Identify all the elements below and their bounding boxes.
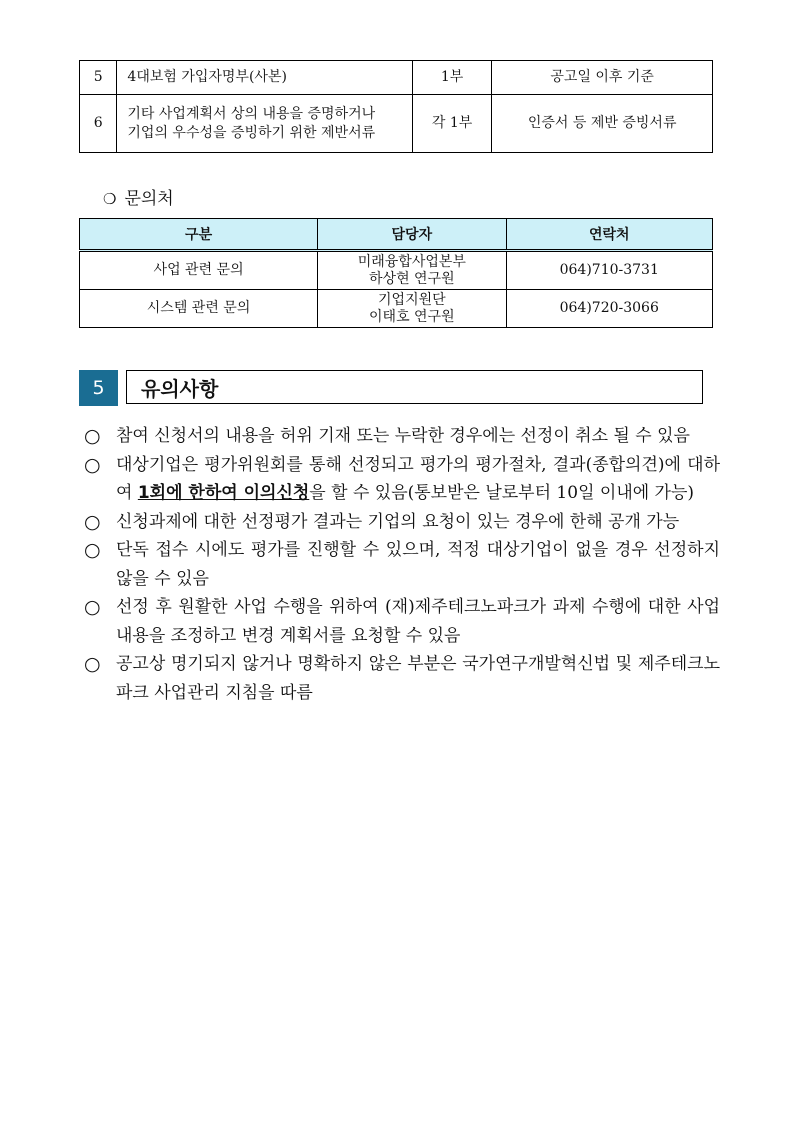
- hollow-circle-icon: ❍: [103, 190, 117, 208]
- inquiry-category: 시스템 관련 문의: [80, 290, 318, 328]
- table-header-row: [80, 219, 713, 251]
- column-header: 연락처: [506, 219, 713, 251]
- section-title-text: 유의사항: [141, 376, 219, 401]
- list-item: [84, 650, 720, 707]
- phone-number: 064)720-3066: [506, 290, 713, 328]
- circle-bullet-icon: ○: [84, 596, 101, 618]
- document-quantity: 1부: [412, 61, 492, 95]
- inquiry-heading-text: 문의처: [124, 189, 174, 209]
- contact-table: [79, 218, 713, 328]
- document-name-line: 4대보험 가입자명부(사본): [127, 69, 287, 85]
- document-name-line: 기업의 우수성을 증빙하기 위한 제반서류: [127, 124, 376, 141]
- contact-line: 미래융합사업본부: [357, 253, 466, 270]
- contact-person: [318, 251, 506, 290]
- note-text: 선정 후 원활한 사업 수행을 위하여 (재)제주테크노파크가 과제 수행에 대한 사업 내용을 조정하고 변경 계획서를 요청할 수 있음: [116, 597, 720, 646]
- note-text-after: 을 할 수 있음(통보받은 날로부터 10일 이내에 가능): [309, 483, 695, 503]
- section-title: [126, 370, 703, 404]
- contact-line: 하상현 연구원: [369, 270, 455, 287]
- contact-line: 기업지원단: [378, 291, 446, 308]
- table-row: [80, 61, 713, 95]
- document-name: [117, 95, 412, 153]
- list-item: [84, 451, 720, 508]
- section-number-badge: 5: [79, 370, 118, 406]
- contact-person: [318, 290, 506, 328]
- note-text-before: 대상기업은 평가위원회를 통해 선정되고 평가의 평가절차, 결과(종합의견)에 대하여: [116, 454, 720, 503]
- notes-list: [84, 422, 720, 707]
- circle-bullet-icon: ○: [84, 425, 101, 447]
- document-note: 인증서 등 제반 증빙서류: [492, 95, 713, 153]
- circle-bullet-icon: ○: [84, 510, 101, 533]
- row-number: 5: [80, 61, 117, 95]
- circle-bullet-icon: ○: [84, 653, 101, 675]
- note-emphasis: 1회에 한하여 이의신청: [137, 483, 310, 503]
- note-text: 공고상 명기되지 않거나 명확하지 않은 부분은 국가연구개발혁신법 및 제주테크노파크 사업관리 지침을 따름: [116, 654, 720, 703]
- note-text: 단독 접수 시에도 평가를 진행할 수 있으며, 적정 대상기업이 없을 경우 선정하지 않을 수 있음: [116, 540, 720, 589]
- note-text: 참여 신청서의 내용을 허위 기재 또는 누락한 경우에는 선정이 취소 될 수 있음: [116, 426, 690, 446]
- phone-number: 064)710-3731: [506, 251, 713, 290]
- circle-bullet-icon: ○: [84, 539, 101, 561]
- document-name-line: 기타 사업계획서 상의 내용을 증명하거나: [127, 105, 376, 122]
- inquiry-heading: [103, 184, 174, 209]
- note-text: 신청과제에 대한 선정평가 결과는 기업의 요청이 있는 경우에 한해 공개 가능: [116, 511, 680, 532]
- table-row: [80, 95, 713, 153]
- contact-line: 이태호 연구원: [369, 308, 455, 325]
- table-row: [80, 251, 713, 290]
- documents-table: [79, 60, 713, 153]
- column-header: 구분: [80, 219, 318, 251]
- list-item: [84, 422, 720, 451]
- list-item: [84, 536, 720, 593]
- inquiry-category: 사업 관련 문의: [80, 251, 318, 290]
- document-quantity: 각 1부: [412, 95, 492, 153]
- document-note: 공고일 이후 기준: [492, 61, 713, 95]
- table-row: [80, 290, 713, 328]
- column-header: 담당자: [318, 219, 506, 251]
- circle-bullet-icon: ○: [84, 453, 101, 476]
- list-item: [84, 508, 720, 537]
- list-item: [84, 593, 720, 650]
- document-name: [117, 61, 412, 95]
- row-number: 6: [80, 95, 117, 153]
